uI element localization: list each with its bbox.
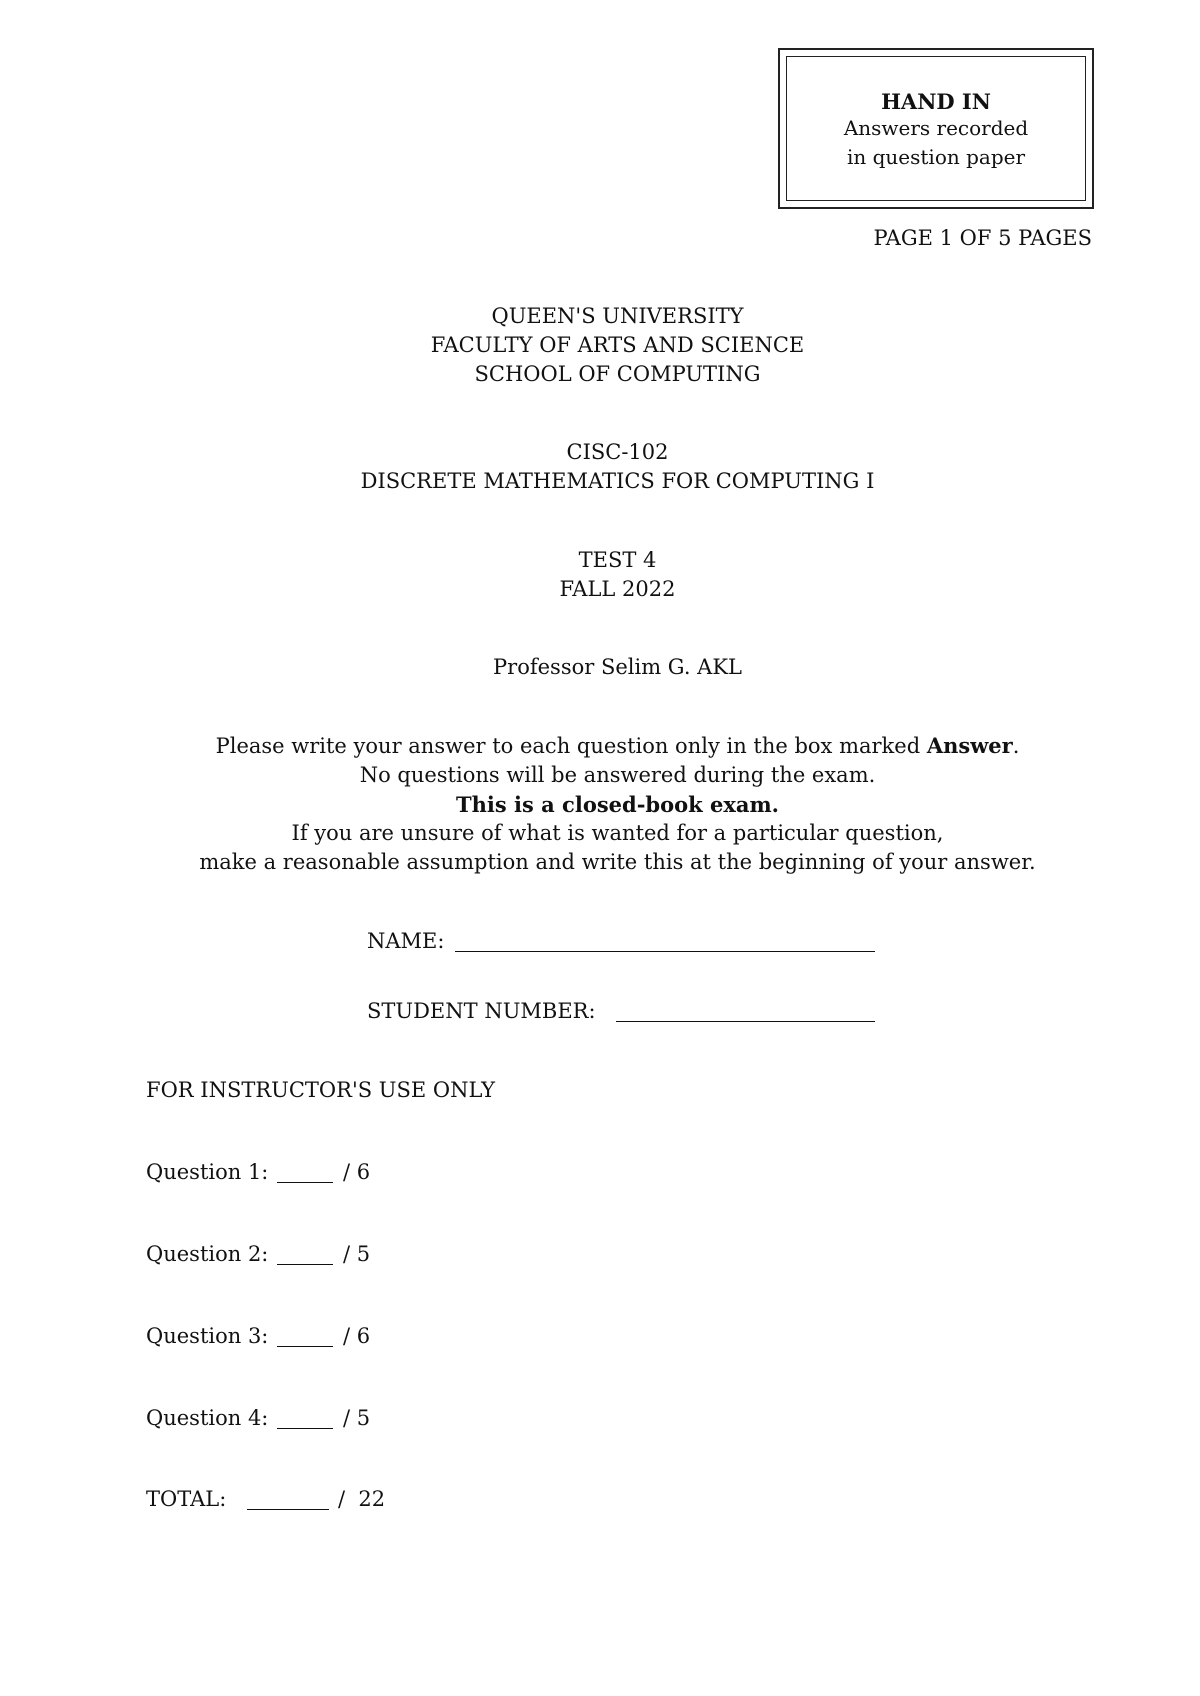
school-name: SCHOOL OF COMPUTING	[474, 362, 761, 386]
professor-name: Professor Selim G. AKL	[493, 655, 742, 679]
student-number-input-line[interactable]	[616, 1021, 875, 1022]
name-label: NAME:	[367, 929, 445, 953]
student-number-label: STUDENT NUMBER:	[367, 999, 596, 1023]
instruction-line-2: No questions will be answered during the exam.	[359, 763, 876, 787]
page-indicator: PAGE 1 OF 5 PAGES	[873, 226, 1092, 250]
total-label: TOTAL:	[146, 1487, 227, 1511]
question-2-score-line	[277, 1264, 333, 1265]
faculty-name: FACULTY OF ARTS AND SCIENCE	[430, 333, 805, 357]
hand-in-title: HAND IN	[881, 89, 991, 114]
course-block	[0, 438, 1200, 496]
exam-term: FALL 2022	[559, 577, 676, 601]
instructor-heading: FOR INSTRUCTOR'S USE ONLY	[146, 1078, 495, 1102]
instructions-block	[0, 731, 1200, 877]
question-1-max: / 6	[343, 1160, 371, 1184]
instruction-line-1	[0, 731, 1200, 761]
closed-book-notice: This is a closed-book exam.	[456, 792, 779, 817]
question-4-max: / 5	[343, 1406, 371, 1430]
hand-in-line-2: in question paper	[846, 145, 1026, 169]
answer-keyword: Answer	[926, 733, 1013, 758]
hand-in-line-1: Answers recorded	[843, 116, 1029, 140]
hand-in-box	[778, 48, 1094, 209]
total-max: / 22	[338, 1487, 386, 1511]
question-3-max: / 6	[343, 1324, 371, 1348]
question-1-score-line	[277, 1182, 333, 1183]
question-4-score-line	[277, 1428, 333, 1429]
question-1-row	[146, 1160, 268, 1184]
question-3-row	[146, 1324, 268, 1348]
question-4-row	[146, 1406, 268, 1430]
exam-name: TEST 4	[578, 548, 657, 572]
instruction-line-5: make a reasonable assumption and write this at the beginning of your answer.	[199, 850, 1036, 874]
hand-in-inner-border	[786, 56, 1086, 201]
instruction-line-1-prefix: Please write your answer to each question only in the box marked	[215, 734, 927, 758]
question-3-score-line	[277, 1346, 333, 1347]
institution-block	[0, 302, 1200, 389]
question-4-label: Question 4:	[146, 1406, 269, 1430]
name-input-line[interactable]	[455, 951, 875, 952]
exam-block	[0, 546, 1200, 604]
total-score-line	[247, 1509, 329, 1510]
question-1-label: Question 1:	[146, 1160, 269, 1184]
question-2-max: / 5	[343, 1242, 371, 1266]
question-3-label: Question 3:	[146, 1324, 269, 1348]
instruction-line-1-suffix: .	[1012, 734, 1020, 758]
question-2-label: Question 2:	[146, 1242, 269, 1266]
course-title: DISCRETE MATHEMATICS FOR COMPUTING I	[360, 469, 875, 493]
question-2-row	[146, 1242, 268, 1266]
instruction-line-4: If you are unsure of what is wanted for a particular question,	[291, 821, 944, 845]
university-name: QUEEN'S UNIVERSITY	[491, 304, 744, 328]
course-code: CISC-102	[566, 440, 669, 464]
